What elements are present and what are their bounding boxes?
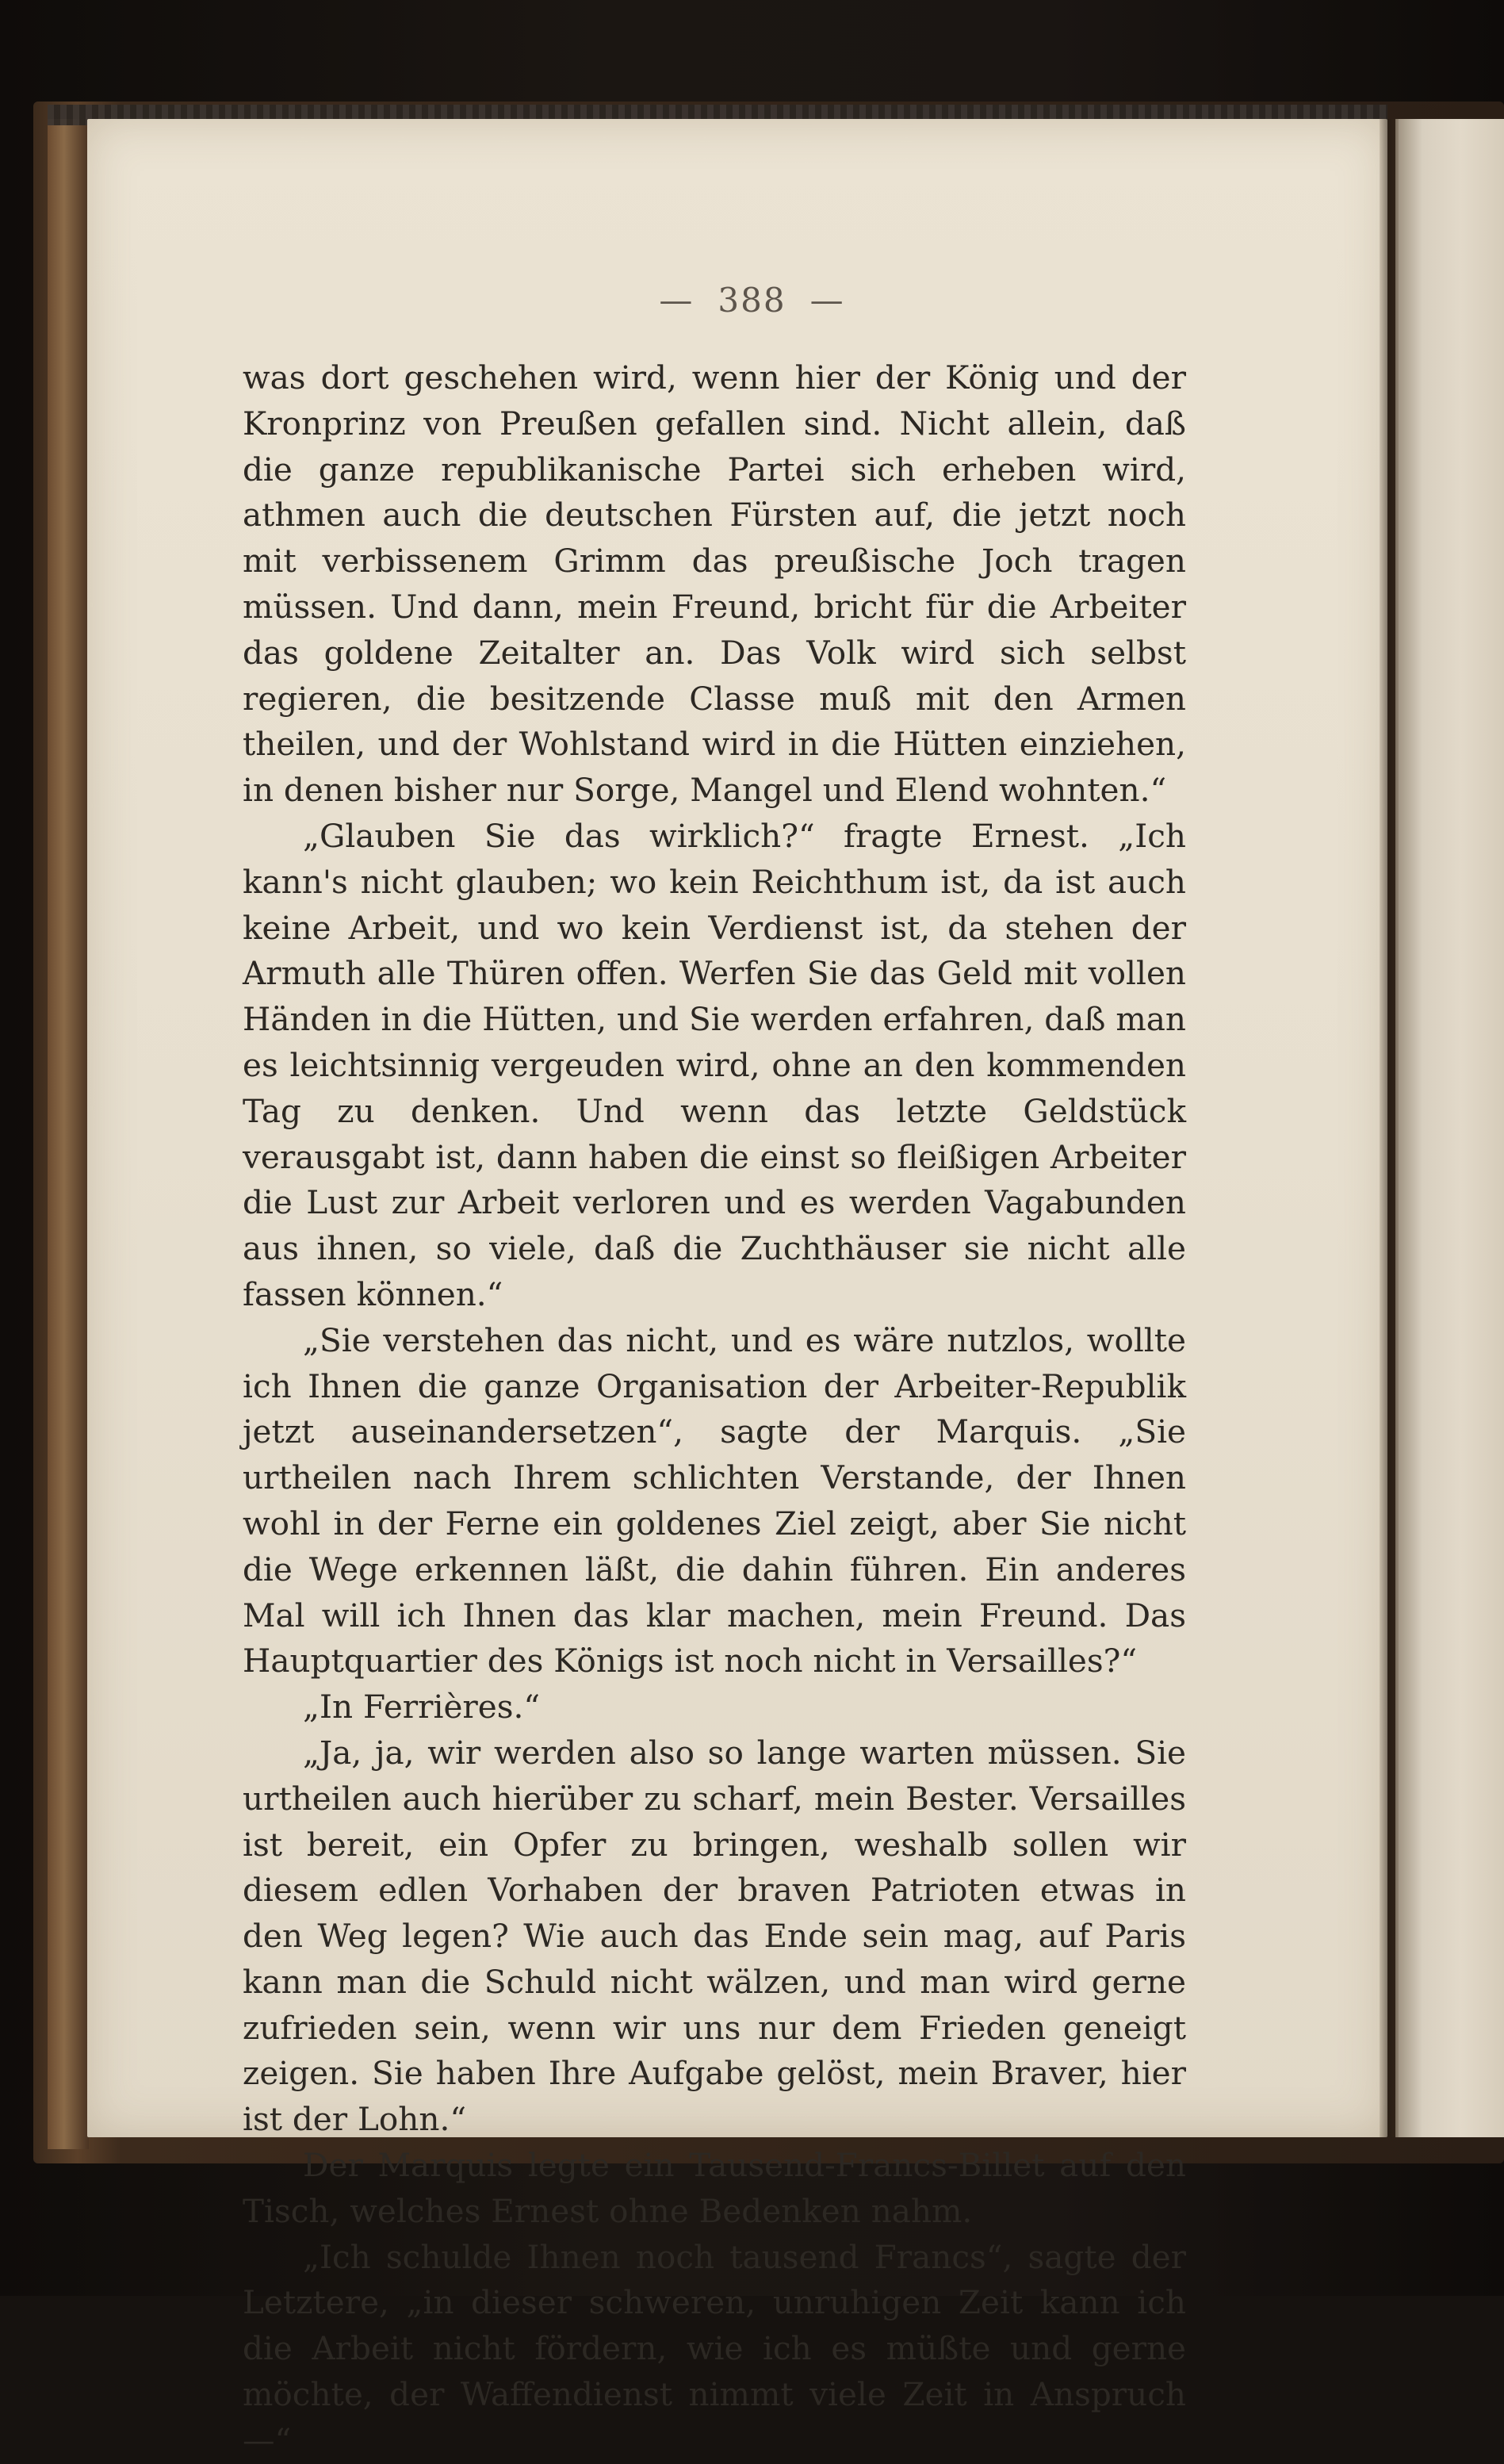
paragraph-4: „In Ferrières.“ [303,1688,541,1726]
paragraph-7: „Ich schulde Ihnen noch tausend Francs“, sagte der Letztere, „in dieser schweren, unruhigen Zeit kann ich die Arbeit nicht fördern, wie ich es müßte und gerne möchte, der Waffendienst nimmt viele Zeit in Anspruch —“ [243,2237,1186,2459]
book-spine-edge [48,119,89,2149]
page-number-header [0,281,1504,320]
body-text [243,355,1186,2464]
page-gutter [1380,119,1399,2137]
paragraph-6: Der Marquis legte ein Tausend-Francs-Billet auf den Tisch, welches Ernest ohne Bedenken nahm. [243,2146,1186,2230]
paragraph-2: „Glauben Sie das wirklich?“ fragte Ernest. „Ich kann's nicht glauben; wo kein Reichthum ist, da ist auch keine Arbeit, und wo kein Verdienst ist, da stehen der Armuth alle Thüren offen. Werfen Sie das Geld mit vollen Händen in die Hütten, und Sie werden erfahren, daß man es leichtsinnig vergeuden wird, ohne an den kommenden Tag zu denken. Und wenn das letzte Geldstück verausgabt ist, dann haben die einst so fleißigen Arbeiter die Lust zur Arbeit verloren und es werden Vagabunden aus ihnen, so viele, daß die Zuchthäuser sie nicht alle fassen können.“ [243,816,1186,1313]
next-page-edge [1395,119,1504,2137]
paragraph-3: „Sie verstehen das nicht, und es wäre nutzlos, wollte ich Ihnen die ganze Organisation der Arbeiter-Republik jetzt auseinandersetzen“, sagte der Marquis. „Sie urtheilen nach Ihrem schlichten Verstande, der Ihnen wohl in der Ferne ein goldenes Ziel zeigt, aber Sie nicht die Wege erkennen läßt, die dahin führen. Ein anderes Mal will ich Ihnen das klar machen, mein Freund. Das Hauptquartier des Königs ist noch nicht in Versailles?“ [243,1320,1186,1680]
page-number-dash-right: — [809,281,845,320]
paragraph-5: „Ja, ja, wir werden also so lange warten müssen. Sie urtheilen auch hierüber zu scharf, mein Bester. Versailles ist bereit, ein Opfer zu bringen, weshalb sollen wir diesem edlen Vorhaben der braven Patrioten etwas in den Weg legen? Wie auch das Ende sein mag, auf Paris kann man die Schuld nicht wälzen, und man wird gerne zufrieden sein, wenn wir uns nur dem Frieden geneigt zeigen. Sie haben Ihre Aufgabe gelöst, mein Braver, hier ist der Lohn.“ [243,1733,1186,2139]
page-number: 388 [718,281,786,320]
paragraph-1: was dort geschehen wird, wenn hier der König und der Kronprinz von Preußen gefallen sind. Nicht allein, daß die ganze republikanische Partei sich erheben wird, athmen auch die deutschen Fürsten auf, die jetzt noch mit verbissenem Grimm das preußische Joch tragen müssen. Und dann, mein Freund, bricht für die Arbeiter das goldene Zeitalter an. Das Volk wird sich selbst regieren, die besitzende Classe muß mit den Armen theilen, und der Wohlstand wird in die Hütten einziehen, in denen bisher nur Sorge, Mangel und Elend wohnten.“ [243,358,1186,810]
page-number-dash-left: — [659,281,695,320]
